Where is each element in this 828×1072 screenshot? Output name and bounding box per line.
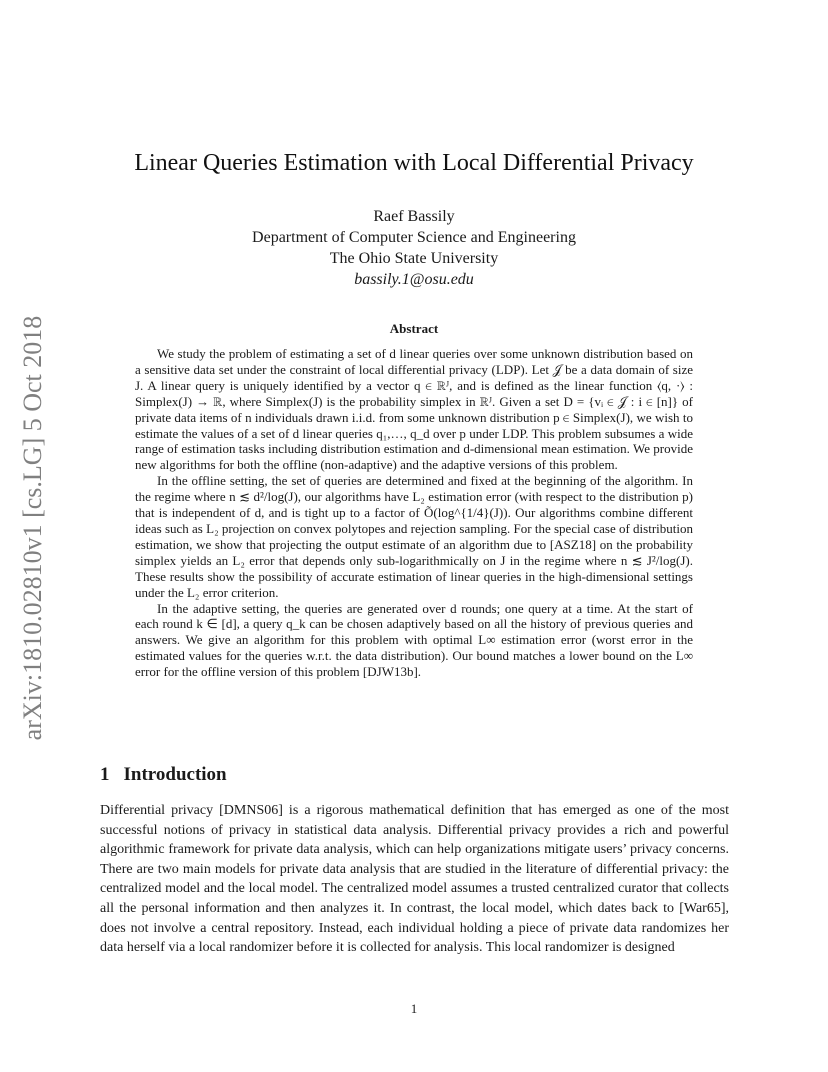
abstract-body	[135, 346, 693, 680]
abstract-heading: Abstract	[389, 321, 439, 336]
author-department: Department of Computer Science and Engineering	[252, 229, 576, 246]
section-heading	[100, 764, 227, 786]
author-email: bassily.1@osu.edu	[354, 271, 474, 288]
author-university: The Ohio State University	[329, 250, 499, 267]
abstract-paragraph: In the adaptive setting, the queries are generated over d rounds; one query at a time. At the start of each round k ∈ [d], a query q_k can be chosen adaptively based on all the history of previous queries and answers. We give an algorithm for this problem with optimal L∞ estimation error (worst error in the estimated values for the queries w.r.t. the data distribution). Our bound matches a lower bound on the L∞ error for the offline version of this problem [DJW13b].	[135, 600, 693, 680]
arxiv-identifier: arXiv:1810.02810v1 [cs.LG] 5 Oct 2018	[18, 315, 47, 741]
section-title: Introduction	[123, 764, 227, 785]
abstract-paragraph: We study the problem of estimating a set of d linear queries over some unknown distribution based on a sensitive data set under the constraint of local differential privacy (LDP). Let 𝒥 be a data domain of size J. A linear query is uniquely identified by a vector q ∈ ℝᴶ, and is defined as the linear function ⟨q, ·⟩ : Simplex(J) → ℝ, where Simplex(J) is the probability simplex in ℝᴶ. Given a set D = {vᵢ ∈ 𝒥 : i ∈ [n]} of private data items of n individuals drawn i.i.d. from some unknown distribution p ∈ Simplex(J), we wish to estimate the values of a set of d linear queries q₁,…, q_d over p under LDP. This problem subsumes a wide range of estimation tasks including distribution estimation and d-dimensional mean estimation. We provide new algorithms for both the offline (non-adaptive) and the adaptive versions of this problem.	[135, 346, 693, 473]
author-name: Raef Bassily	[373, 208, 455, 225]
page-number: 1	[410, 1001, 418, 1016]
abstract-paragraph: In the offline setting, the set of queries are determined and fixed at the beginning of the algorithm. In the regime where n ≲ d²/log(J), our algorithms have L₂ estimation error (with respect to the distribution p) that is independent of d, and is tight up to a factor of Õ(log^{1/4}(J)). Our algorithms combine different ideas such as L₂ projection on convex polytopes and rejection sampling. For the special case of distribution estimation, we show that projecting the output estimate of an algorithm due to [ASZ18] on the probability simplex yields an L₂ error that depends only sub-logarithmically on J in the regime where n ≲ J²/log(J). These results show the possibility of accurate estimation of linear queries in the high-dimensional settings under the L₂ error criterion.	[135, 473, 693, 600]
section-number: 1	[100, 764, 110, 785]
paper-title: Linear Queries Estimation with Local Differential Privacy	[134, 150, 694, 176]
author-block	[0, 206, 828, 290]
intro-paragraph: Differential privacy [DMNS06] is a rigorous mathematical definition that has emerged as one of the most successful notions of privacy in statistical data analysis. Differential privacy provides a rich and powerful algorithmic framework for private data analysis, which can help organizations mitigate users’ privacy concerns. There are two main models for private data analysis that are studied in the literature of differential privacy: the centralized model and the local model. The centralized model assumes a trusted centralized curator that collects all the personal information and then analyzes it. In contrast, the local model, which dates back to [War65], does not involve a central repository. Instead, each individual holding a piece of private data randomizes her data herself via a local randomizer before it is collected for analysis. This local randomizer is designed	[100, 803, 729, 956]
